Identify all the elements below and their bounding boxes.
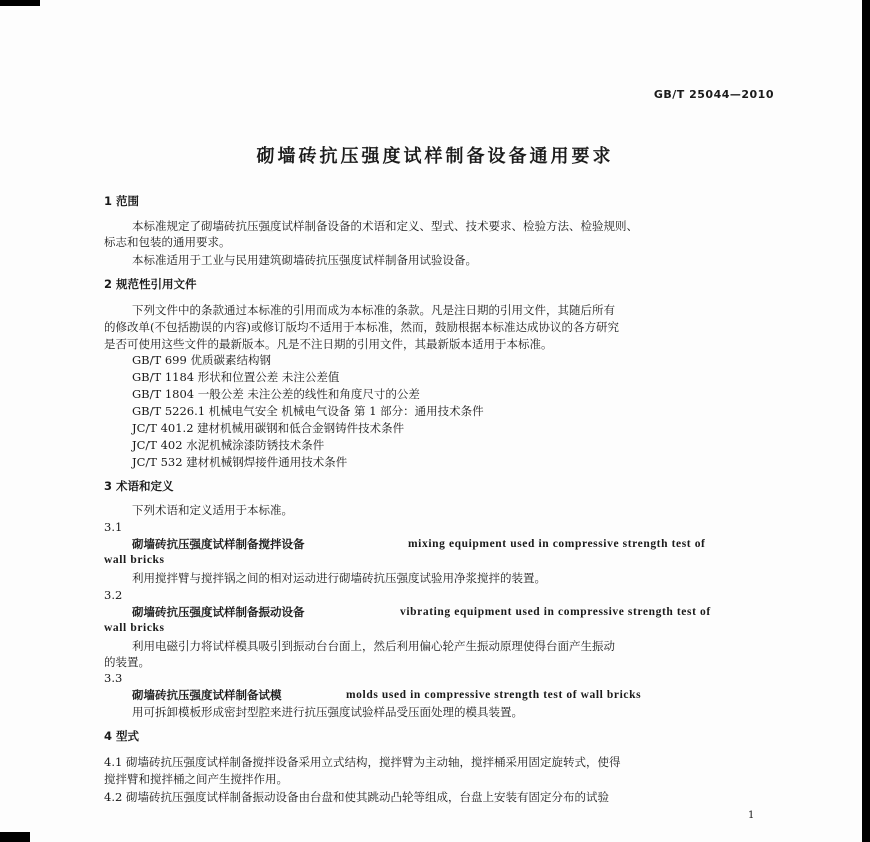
scan-edge <box>0 0 40 6</box>
paragraph-line: 4.2 砌墙砖抗压强度试样制备振动设备由台盘和使其跳动凸轮等组成，台盘上安装有固定分布的试验 <box>104 790 609 804</box>
section-heading: 3 术语和定义 <box>104 479 174 493</box>
section-heading: 4 型式 <box>104 729 140 743</box>
paragraph-line: 本标准适用于工业与民用建筑砌墙砖抗压强度试样制备用试验设备。 <box>132 253 477 267</box>
paragraph-line: 下列术语和定义适用于本标准。 <box>132 503 293 517</box>
reference-item: JC/T 402 水泥机械涂漆防锈技术条件 <box>132 438 325 452</box>
term-number: 3.2 <box>104 588 123 602</box>
standard-number: GB/T 25044—2010 <box>653 88 774 101</box>
term-number: 3.1 <box>104 520 123 534</box>
document-title: 砌墙砖抗压强度试样制备设备通用要求 <box>256 146 614 167</box>
paragraph-line: 是否可使用这些文件的最新版本。凡是不注日期的引用文件，其最新版本适用于本标准。 <box>104 337 553 351</box>
scan-edge <box>0 832 30 842</box>
paragraph-line: 4.1 砌墙砖抗压强度试样制备搅拌设备采用立式结构，搅拌臂为主动轴，搅拌桶采用固定旋转式，使得 <box>104 755 621 769</box>
term-english: vibrating equipment used in compressive strength test of <box>400 606 711 618</box>
paragraph-line: 标志和包装的通用要求。 <box>104 235 231 249</box>
term-number: 3.3 <box>104 671 123 685</box>
term-english: mixing equipment used in compressive strength test of <box>408 538 706 550</box>
reference-item: JC/T 401.2 建材机械用碳钢和低合金钢铸件技术条件 <box>132 421 405 435</box>
reference-item: GB/T 1184 形状和位置公差 未注公差值 <box>132 370 340 384</box>
section-heading: 1 范围 <box>104 194 140 208</box>
paragraph-line: 搅拌臂和搅拌桶之间产生搅拌作用。 <box>104 772 288 786</box>
term-definition: 利用搅拌臂与搅拌锅之间的相对运动进行砌墙砖抗压强度试验用净浆搅拌的装置。 <box>132 571 546 585</box>
paragraph-line: 的修改单(不包括勘误的内容)或修订版均不适用于本标准，然而，鼓励根据本标准达成协议的各方研究 <box>104 320 619 334</box>
term-chinese: 砌墙砖抗压强度试样制备搅拌设备 <box>132 537 305 551</box>
term-english: wall bricks <box>104 554 165 566</box>
term-english: molds used in compressive strength test of wall bricks <box>346 689 642 701</box>
term-definition: 用可拆卸模板形成密封型腔来进行抗压强度试验样品受压面处理的模具装置。 <box>132 705 523 719</box>
reference-item: GB/T 699 优质碳素结构钢 <box>132 353 271 367</box>
page-number: 1 <box>748 810 755 821</box>
section-heading: 2 规范性引用文件 <box>104 277 197 291</box>
reference-item: JC/T 532 建材机械钢焊接件通用技术条件 <box>132 455 348 469</box>
term-definition: 利用电磁引力将试样模具吸引到振动台台面上，然后利用偏心轮产生振动原理使得台面产生振动 <box>132 639 615 653</box>
scan-edge <box>862 0 870 842</box>
term-chinese: 砌墙砖抗压强度试样制备试模 <box>132 688 282 702</box>
paragraph-line: 本标准规定了砌墙砖抗压强度试样制备设备的术语和定义、型式、技术要求、检验方法、检验规则、 <box>132 219 638 233</box>
reference-item: GB/T 1804 一般公差 未注公差的线性和角度尺寸的公差 <box>132 387 420 401</box>
paragraph-line: 下列文件中的条款通过本标准的引用而成为本标准的条款。凡是注日期的引用文件，其随后所有 <box>132 303 615 317</box>
term-chinese: 砌墙砖抗压强度试样制备振动设备 <box>132 605 305 619</box>
term-english: wall bricks <box>104 622 165 634</box>
term-definition: 的装置。 <box>104 655 150 669</box>
reference-item: GB/T 5226.1 机械电气安全 机械电气设备 第 1 部分：通用技术条件 <box>132 404 484 418</box>
